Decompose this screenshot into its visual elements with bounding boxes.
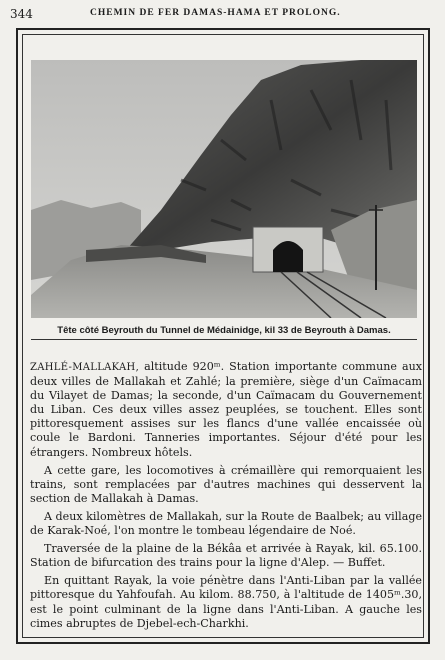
paragraph-zahle [30,360,422,460]
paragraph-karak-noe: A deux kilomètres de Mallakah, sur la Route de Baalbek; au village de Karak-Noé, l'on montre le tombeau légendaire de Noé. [30,509,423,538]
running-title: CHEMIN DE FER DAMAS-HAMA ET PROLONG. [90,8,341,18]
paragraph-locomotives: A cette gare, les locomotives à crémaillère qui remorquaient les trains, sont remplacées par d'autres machines qui desservent la section de Mallakah à Damas. [30,463,422,505]
paragraph-anti-liban: En quittant Rayak, la voie pénètre dans l'Anti-Liban par la vallée pittoresque du Yahfoufah. Au kilom. 88.750, à l'altitude de 1405ᵐ.30, est le point culminant de la ligne dans l'Anti-Liban. A gauche les cimes abruptes de Djebel-ech-Charkhi. [30,574,422,630]
article-body [30,360,422,635]
tunnel-photograph [31,60,417,318]
paragraph-zahle-text: altitude 920ᵐ. Station importante commune aux deux villes de Mallakah et Zahlé; la première, siège d'un Caïmacam du Vilayet de Damas; la seconde, d'un Caïmacam du Gouvernement du Liban. Ces deux villes assez peuplées, se touchent. Elles sont pittoresquement assises sur les flancs d'une vallée encaissée où coule le Bardoni. Tanneries importantes. Séjour d'été pour les étrangers. Nombreux hôtels. [30,360,422,459]
page-number: 344 [10,7,33,21]
paragraph-rayak: Traversée de la plaine de la Békâa et arrivée à Rayak, kil. 65.100. Station de bifurcation des trains pour la ligne d'Alep. — Buffet. [30,542,422,570]
tunnel-opening [273,241,303,272]
page-header [10,7,440,21]
figure-caption: Tête côté Beyrouth du Tunnel de Médainidge, kil 33 de Beyrouth à Damas. [31,325,417,340]
place-name-zahle: ZAHLÉ-MALLAKAH, [30,362,140,373]
